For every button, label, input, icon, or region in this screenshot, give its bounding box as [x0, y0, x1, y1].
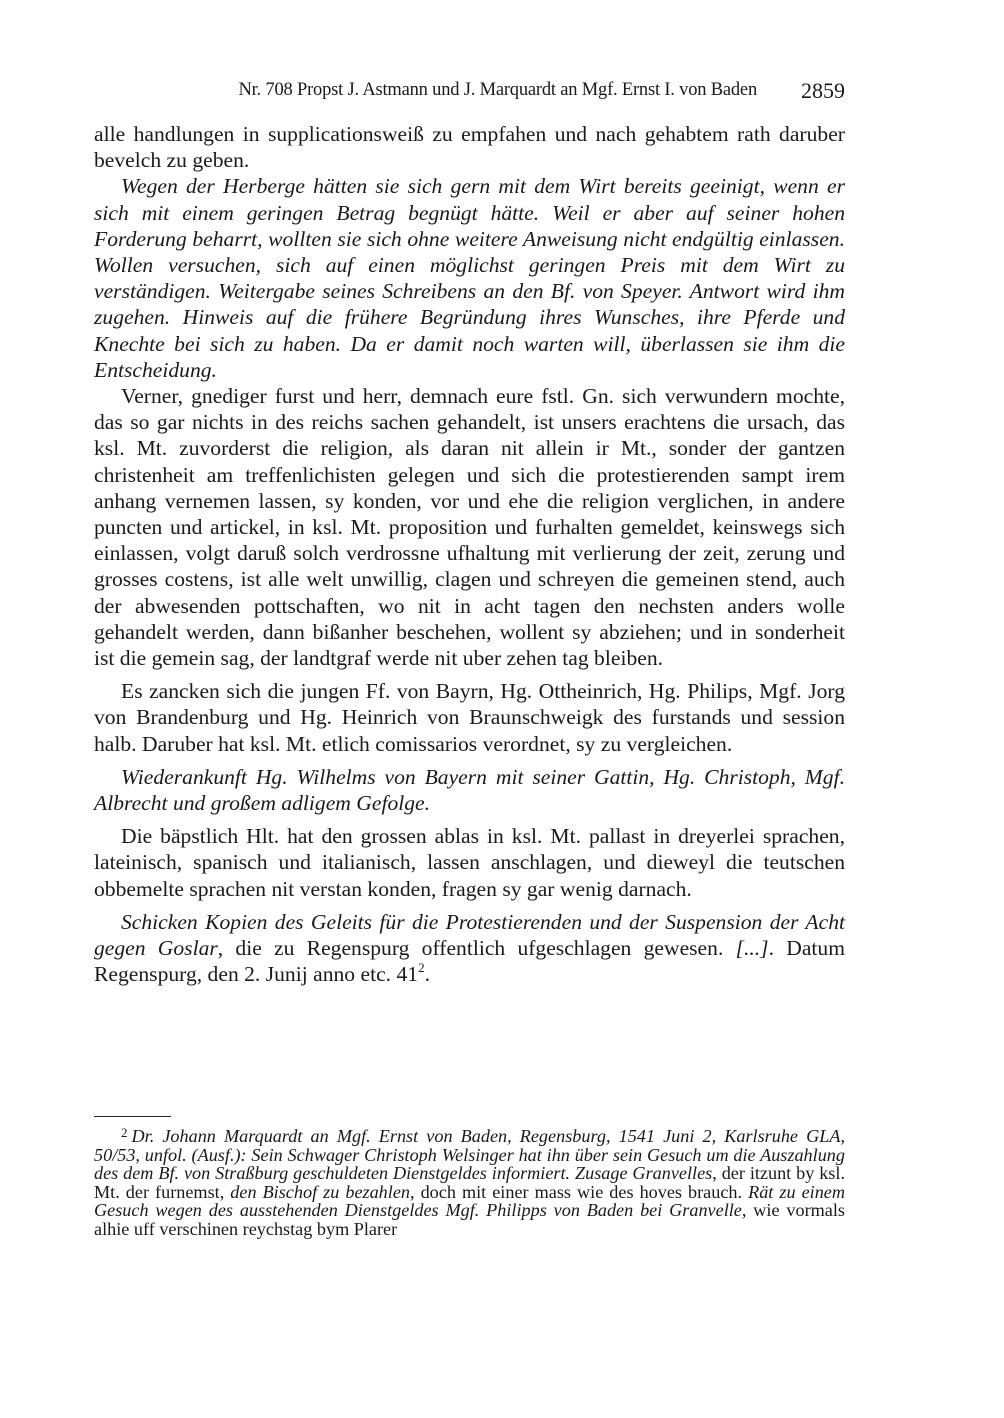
text-segment: Wiederankunft Hg. Wilhelms von Bayern mit seiner Gattin, Hg. Christoph, Mgf. Albrecht und großem adligem Gefolge. — [94, 764, 845, 816]
paragraph-closing — [94, 909, 845, 988]
text-segment: Dr. Johann Marquardt an Mgf. Ernst von Baden, Regensburg, 1541 Juni 2, Karlsruhe GLA, 50/53, unfol. (Ausf.): Sein Schwager Christoph Welsinger hat ihn über sein Gesuch um die Auszahlung des dem Bf. von Straßburg geschuldeten Dienstgeldes informiert. Zusage Granvelles — [94, 1126, 845, 1184]
text-segment: , der itzunt by ksl. Mt. der furnemst, — [94, 1163, 845, 1202]
text-segment: Die bäpstlich Hlt. hat den grossen ablas in ksl. Mt. pallast in dreyerlei sprachen, lateinisch, spanisch und italianisch, lassen anschlagen, und dieweyl die teutschen obbemelte sprachen nit verstan konden, fragen sy gar wenig darnach. — [94, 824, 845, 901]
text-segment: Es zancken sich die jungen Ff. von Bayrn, Hg. Ottheinrich, Hg. Philips, Mgf. Jorg von Brandenburg und Hg. Heinrich von Braunschweigk des furstands und session halb. Daruber hat ksl. Mt. etlich comissarios verordnet, sy zu vergleichen. — [94, 679, 845, 756]
footnote-divider — [94, 1116, 171, 1117]
paragraph-zancken — [94, 678, 845, 757]
paragraph-summary-wiederankunft — [94, 764, 845, 816]
text-segment: , die zu Regenspurg offentlich ufgeschlagen gewesen. — [217, 936, 736, 961]
editorial-omission: [...] — [735, 936, 769, 961]
paragraph-verner — [94, 383, 845, 671]
running-header — [94, 78, 845, 108]
text-segment: Verner, gnediger furst und herr, demnach eure fstl. Gn. sich verwundern mochte, das so gar nichts in des reichs sachen gehandelt, ist unsers erachtens die ursach, das ksl. Mt. zuvorderst die religion, als daran nit allein ir Mt., sonder der gantzen christenheit am treffenlichisten gelegen und sich die protestierenden sampt irem anhang vernemen lassen, sy konden, vor und ehe die religion verglichen, in andere puncten und artickel, in ksl. Mt. proposition und furhalten gemeldet, keinswegs sich einlassen, volgt daruß solch verdrossne ufhaltung mit verlierung der zeit, zerung und grosses costens, ist alle welt unwillig, clagen und schreyen die gemeinen stend, auch der abwesenden pottschaften, wo nit in acht tagen den nechsten anders wolle gehandelt werden, dann bißanher beschehen, wollent sy abziehen; und in sonderheit ist die gemein sag, der landtgraf werde nit uber zehen tag bleiben. — [94, 384, 845, 671]
text-segment: alle handlungen in supplicationsweiß zu empfahen und nach gehabtem rath daruber bevelch zu geben. — [94, 122, 845, 173]
footnote-2 — [94, 1124, 845, 1239]
page-number: 2859 — [801, 78, 845, 103]
footnote-reference[interactable]: 2 — [418, 960, 425, 976]
text-segment: Rät zu einem Gesuch wegen des ausstehenden Dienstgeldes Mgf. Philipps von Baden bei Granvelle — [94, 1181, 846, 1221]
main-text — [94, 121, 845, 988]
text-segment: Schicken Kopien des Geleits für die Protestierenden und der Suspension der Acht gegen Goslar — [94, 909, 845, 961]
footnote-mark: 2 — [121, 1125, 128, 1140]
running-title: Nr. 708 Propst J. Astmann und J. Marquardt an Mgf. Ernst I. von Baden — [238, 80, 757, 100]
paragraph-ablas — [94, 823, 845, 902]
text-segment: . Datum Regenspurg, den 2. Junij anno etc. 41 — [94, 936, 845, 987]
paragraph-continuation — [94, 121, 845, 173]
text-segment: Wegen der Herberge hätten sie sich gern mit dem Wirt bereits geeinigt, wenn er sich mit einem geringen Betrag begnügt hätte. Weil er aber auf seiner hohen Forderung beharrt, wollten sie sich ohne weitere Anweisung nicht endgültig einlassen. Wollen versuchen, sich auf einen möglichst geringen Preis mit dem Wirt zu verständigen. Weitergabe seines Schreibens an den Bf. von Speyer. Antwort wird ihm zugehen. Hinweis auf die frühere Begründung ihres Wunsches, ihre Pferde und Knechte bei sich zu haben. Da er damit noch warten will, überlassen sie ihm die Entscheidung. — [94, 174, 845, 382]
text-segment: . — [424, 962, 430, 987]
text-segment: , wie vormals alhie uff verschinen reychstag bym Plarer — [94, 1200, 846, 1239]
paragraph-summary-herberge — [94, 173, 845, 383]
footnotes — [94, 1124, 845, 1239]
text-segment: den Bischof zu bezahlen — [230, 1181, 410, 1202]
text-segment: , doch mit einer mass wie des hoves brauch. — [410, 1181, 749, 1202]
